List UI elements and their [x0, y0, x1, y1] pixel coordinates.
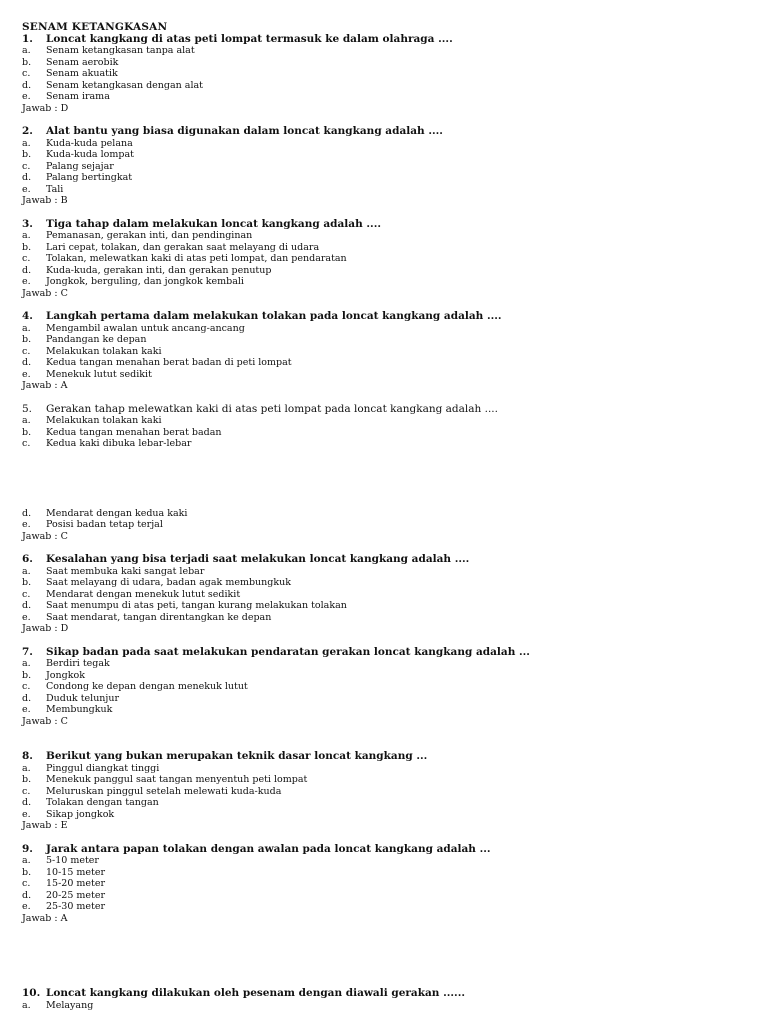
option-letter: e.	[22, 901, 31, 912]
question-4	[22, 311, 742, 392]
question-6	[22, 554, 742, 635]
option-letter: c.	[22, 438, 31, 449]
option-text: Duduk telunjur	[46, 692, 120, 704]
option-letter: c.	[22, 785, 31, 797]
question-number: 10.	[22, 987, 41, 999]
answer-label: Jawab :	[22, 195, 58, 206]
option-text: Palang bertingkat	[46, 172, 133, 183]
option-letter: b.	[22, 334, 32, 345]
question-text: Kesalahan yang bisa terjadi saat melakukan loncat kangkang adalah ....	[46, 553, 470, 565]
option-letter: b.	[22, 774, 32, 785]
document-title: SENAM KETANGKASAN	[22, 21, 168, 33]
option-letter: e.	[22, 368, 31, 380]
option-text: Saat menumpu di atas peti, tangan kurang melakukan tolakan	[46, 600, 347, 611]
answer-value: B	[60, 195, 68, 206]
question-text: Alat bantu yang biasa digunakan dalam loncat kangkang adalah ....	[46, 125, 443, 137]
option-letter: c.	[22, 160, 31, 172]
option-letter: d.	[22, 357, 32, 368]
answer-value: A	[60, 380, 68, 391]
answer-line	[22, 623, 742, 635]
question-2	[22, 126, 742, 207]
answer-label: Jawab :	[22, 623, 58, 634]
option-letter: a.	[22, 565, 31, 577]
option-text: Lari cepat, tolakan, dan gerakan saat melayang di udara	[46, 241, 320, 253]
question-10	[22, 988, 742, 1011]
question-text: Gerakan tahap melewatkan kaki di atas peti lompat pada loncat kangkang adalah ....	[46, 402, 498, 415]
question-number: 6.	[22, 553, 33, 565]
question-number: 3.	[22, 217, 33, 230]
option-text: Tali	[46, 183, 64, 195]
answer-label: Jawab :	[22, 912, 58, 924]
option-text: Mendarat dengan menekuk lutut sedikit	[46, 588, 241, 600]
option-text: Saat membuka kaki sangat lebar	[46, 565, 205, 577]
question-9	[22, 844, 742, 925]
option-text: Melayang	[46, 999, 94, 1011]
question-3	[22, 219, 742, 300]
option-text: Senam ketangkasan tanpa alat	[46, 45, 195, 56]
option-letter: e.	[22, 808, 31, 820]
blank-gap	[22, 450, 742, 508]
answer-value: A	[60, 912, 68, 924]
answer-line	[22, 288, 742, 300]
answer-line	[22, 531, 742, 543]
option-letter: d.	[22, 264, 32, 276]
answer-label: Jawab :	[22, 287, 58, 299]
question-text: Langkah pertama dalam melakukan tolakan pada loncat kangkang adalah ....	[46, 310, 502, 322]
option-letter: a.	[22, 999, 31, 1011]
option-letter: c.	[22, 588, 31, 600]
option-text: Kuda-kuda lompat	[46, 149, 134, 160]
option-text: Pandangan ke depan	[46, 334, 147, 345]
option-text: Senam ketangkasan dengan alat	[46, 79, 203, 91]
option-text: Melakukan tolakan kaki	[46, 415, 162, 426]
question-5	[22, 404, 742, 543]
question-text: Loncat kangkang di atas peti lompat termasuk ke dalam olahraga ....	[46, 32, 453, 45]
option-text: Posisi badan tetap terjal	[46, 519, 163, 530]
option-letter: b.	[22, 866, 32, 878]
answer-line	[22, 380, 742, 392]
option-letter: e.	[22, 276, 31, 287]
option-text: Saat melayang di udara, badan agak membungkuk	[46, 577, 291, 588]
answer-label: Jawab :	[22, 380, 58, 391]
option-letter: a.	[22, 415, 31, 426]
answer-value: C	[60, 530, 68, 542]
question-number: 5.	[22, 402, 33, 415]
option-text: Senam irama	[46, 91, 110, 102]
option-text: Senam akuatik	[46, 68, 118, 79]
option-text: Tolakan, melewatkan kaki di atas peti lompat, dan pendaratan	[46, 253, 347, 264]
option-text: Saat mendarat, tangan direntangkan ke depan	[46, 611, 272, 623]
answer-line	[22, 195, 742, 207]
answer-line	[22, 103, 742, 115]
option-letter: a.	[22, 658, 31, 669]
answer-line	[22, 913, 742, 925]
answer-label: Jawab :	[22, 715, 58, 727]
question-text: Loncat kangkang dilakukan oleh pesenam dengan diawali gerakan ......	[46, 987, 466, 999]
answer-label: Jawab :	[22, 102, 58, 114]
question-text: Sikap badan pada saat melakukan pendaratan gerakan loncat kangkang adalah ...	[46, 645, 530, 658]
option-text: Berdiri tegak	[46, 658, 110, 669]
option-letter: a.	[22, 322, 31, 334]
question-number: 4.	[22, 310, 33, 322]
option-letter: d.	[22, 507, 32, 519]
answer-value: E	[60, 820, 68, 831]
option-text: Kedua kaki dibuka lebar-lebar	[46, 438, 192, 449]
answer-value: D	[60, 102, 69, 114]
option-letter: b.	[22, 241, 32, 253]
question-7	[22, 647, 742, 728]
option-text: Pemanasan, gerakan inti, dan pendinginan	[46, 230, 253, 241]
option-letter: d.	[22, 797, 32, 808]
option-letter: c.	[22, 878, 31, 889]
option-text: 20-25 meter	[46, 889, 106, 901]
option-letter: d.	[22, 79, 32, 91]
answer-label: Jawab :	[22, 820, 58, 831]
question-number: 8.	[22, 750, 33, 762]
answer-label: Jawab :	[22, 530, 58, 542]
option-text: 15-20 meter	[46, 878, 106, 889]
question-text: Berikut yang bukan merupakan teknik dasar loncat kangkang ...	[46, 750, 428, 762]
option-letter: c.	[22, 345, 31, 357]
question-number: 1.	[22, 32, 33, 45]
option-text: Sikap jongkok	[46, 808, 115, 820]
answer-value: C	[60, 715, 68, 727]
document-page	[22, 22, 742, 1011]
option-letter: e.	[22, 91, 31, 102]
option-text: Menekuk lutut sedikit	[46, 368, 152, 380]
option-letter: c.	[22, 253, 31, 264]
option-letter: a.	[22, 855, 31, 866]
question-1	[22, 34, 742, 115]
option-text: Mengambil awalan untuk ancang-ancang	[46, 322, 245, 334]
option-letter: e.	[22, 704, 31, 715]
option-text: Jongkok, berguling, dan jongkok kembali	[46, 276, 244, 287]
option-text: Kedua tangan menahan berat badan di peti lompat	[46, 357, 292, 368]
option-text: Meluruskan pinggul setelah melewati kuda-kuda	[46, 785, 282, 797]
question-number: 2.	[22, 125, 33, 137]
option-text: Mendarat dengan kedua kaki	[46, 507, 188, 519]
question-number: 9.	[22, 842, 33, 855]
option-letter: a.	[22, 230, 31, 241]
option-letter: d.	[22, 172, 32, 183]
option-text: Jongkok	[46, 669, 85, 681]
option-text: Palang sejajar	[46, 160, 114, 172]
option-letter: e.	[22, 611, 31, 623]
option-text: Pinggul diangkat tinggi	[46, 762, 160, 774]
option-text: 5-10 meter	[46, 855, 99, 866]
option-letter: c.	[22, 68, 31, 79]
answer-line	[22, 716, 742, 728]
option-letter: b.	[22, 56, 32, 68]
option-letter: b.	[22, 149, 32, 160]
option-letter: d.	[22, 692, 32, 704]
option-text: Kuda-kuda pelana	[46, 137, 133, 149]
option-letter: e.	[22, 519, 31, 530]
question-text: Jarak antara papan tolakan dengan awalan pada loncat kangkang adalah ...	[46, 842, 491, 855]
question-8	[22, 751, 742, 832]
option-letter: b.	[22, 426, 32, 438]
option-text: Condong ke depan dengan menekuk lutut	[46, 681, 248, 692]
option-text: 10-15 meter	[46, 866, 106, 878]
question-text: Tiga tahap dalam melakukan loncat kangkang adalah ....	[46, 217, 382, 230]
option-letter: d.	[22, 600, 32, 611]
option-letter: e.	[22, 183, 31, 195]
option-letter: b.	[22, 577, 32, 588]
option-letter: d.	[22, 889, 32, 901]
option-letter: a.	[22, 45, 31, 56]
option-text: Melakukan tolakan kaki	[46, 345, 162, 357]
option-text: Membungkuk	[46, 704, 113, 715]
answer-value: C	[60, 287, 68, 299]
option-text: Kedua tangan menahan berat badan	[46, 426, 222, 438]
option-letter: a.	[22, 762, 31, 774]
option-letter: b.	[22, 669, 32, 681]
answer-line	[22, 820, 742, 832]
option-text: Tolakan dengan tangan	[46, 797, 159, 808]
answer-value: D	[60, 623, 69, 634]
option-text: 25-30 meter	[46, 901, 106, 912]
option-letter: a.	[22, 137, 31, 149]
option-letter: c.	[22, 681, 31, 692]
option-text: Menekuk panggul saat tangan menyentuh peti lompat	[46, 774, 308, 785]
question-number: 7.	[22, 645, 33, 658]
option-text: Senam aerobik	[46, 56, 119, 68]
option-text: Kuda-kuda, gerakan inti, dan gerakan penutup	[46, 264, 272, 276]
